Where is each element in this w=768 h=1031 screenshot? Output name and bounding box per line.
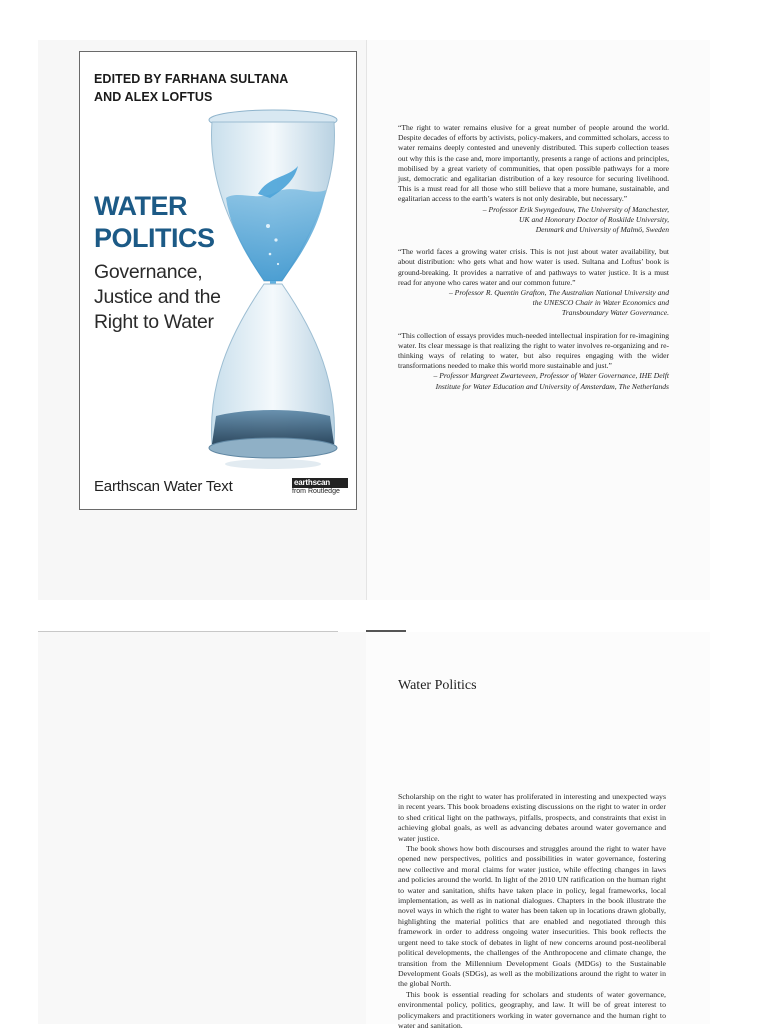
book-title: Water Politics: [398, 678, 477, 693]
cover-title: [94, 190, 234, 254]
praise-quote: [398, 247, 669, 318]
praise-attribution: UK and Honorary Doctor of Roskilde University,: [519, 214, 669, 224]
cover-subtitle: [94, 260, 254, 335]
praise-attribution: Transboundary Water Governance.: [561, 308, 669, 318]
cover-title-line-1: WATER: [94, 191, 187, 221]
publisher-sub: from Routledge: [292, 488, 340, 495]
praise-text: “This collection of essays provides much-needed intellectual inspiration for re-imagining water. Its clear message is that realizing the right to water involves re-organizing and re-thinking ways of relating to water, but also requires engaging with the wider transformations needed to make this world more sustainable and just.”: [398, 330, 669, 371]
book-cover: [79, 51, 357, 510]
praise-attribution: – Professor Margreet Zwarteveen, Professor of Water Governance, IHE Delft: [433, 371, 669, 381]
description-paragraph: Scholarship on the right to water has proliferated in interesting and unexpected ways in recent years. This book broadens existing discussions on the right to water in order to shed critical light on the pathways, pitfalls, prospects, and constraints that exist in achieving global goals, as well as advancing debates around water governance and water justice.: [398, 792, 666, 843]
spine-line-top: [366, 40, 367, 600]
scan-edge-line: [38, 631, 338, 632]
praise-attribution: Institute for Water Education and University of Amsterdam, The Netherlands: [435, 381, 669, 391]
book-description: [398, 792, 666, 1031]
praise-section: [398, 123, 669, 404]
description-paragraph: The book shows how both discourses and struggles around the right to water have opened new perspectives, politics and possibilities in water governance, fostering new collective and moral claims for water justice, while effecting changes in laws and policies around the world. In light of the 2010 UN ratification on the human right to water and sanitation, shifts have taken place in policy, legal frameworks, local implementation, as well as in national dialogues. Chapters in the book illustrate the novel ways in which the right to water has been taken up in locations drawn globally, highlighting the material politics that are enabled and negotiated through this framework in order to address ongoing water insecurities. This book reflects the urgent need to take stock of debates in light of new concerns around post-neoliberal political developments, the challenges of the Anthropocene and climate change, the transition from the Millennium Development Goals (MDGs) to the Sustainable Development Goals (SDGs), as well as the mobilizations around the right to water in the global North.: [398, 844, 666, 989]
editors-line-2: AND ALEX LOFTUS: [94, 90, 213, 104]
scan-edge-mark: [366, 630, 406, 632]
praise-attribution: – Professor Erik Swyngedouw, The University of Manchester,: [482, 204, 669, 214]
publisher-mark: earthscan: [292, 478, 348, 488]
cover-subtitle-line-3: Right to Water: [94, 311, 214, 333]
editors-line-1: EDITED BY FARHANA SULTANA: [94, 72, 289, 86]
praise-text: “The right to water remains elusive for a great number of people around the world. Despite decades of efforts by activists, policy-makers, and committed scholars, access to water remains deeply contested and unevenly distributed. This superb collection teases out why this is the case and, more importantly, presents a range of actions and principles, mobilised by a great variety of communities, that open possible pathways for a more just, democratic and egalitarian distribution of a key resource for securing livelihood. This is a must read for all those who still believe that a more humane, sustainable, and egalitarian access to the earth’s waters is not only desirable, but necessary.”: [398, 123, 669, 204]
scan-page-blank: [38, 632, 366, 1024]
cover-editors: [94, 70, 294, 106]
cover-subtitle-line-1: Governance,: [94, 261, 203, 283]
praise-text: “The world faces a growing water crisis. This is not just about water availability, but about distribution: who gets what and how water is used. Sultana and Loftus’ book is ground-breaking. It provides a narrative of and pathways to water justice. It is a must read for anyone who cares water and our common future.”: [398, 247, 669, 287]
cover-subtitle-line-2: Justice and the: [94, 286, 221, 308]
praise-quote: [398, 123, 669, 235]
publisher-logo: [292, 478, 348, 496]
cover-title-line-2: POLITICS: [94, 223, 215, 253]
praise-quote: [398, 331, 669, 392]
praise-attribution: – Professor R. Quentin Grafton, The Australian National University and: [448, 288, 669, 298]
description-paragraph: This book is essential reading for scholars and students of water governance, environmental policy, politics, geography, and law. It will be of great interest to policymakers and practitioners working in water governance and the human right to water and sanitation.: [398, 989, 666, 1030]
praise-attribution: the UNESCO Chair in Water Economics and: [532, 298, 669, 308]
cover-series: Earthscan Water Text: [94, 478, 233, 495]
praise-attribution: Denmark and University of Malmö, Sweden: [535, 225, 669, 235]
